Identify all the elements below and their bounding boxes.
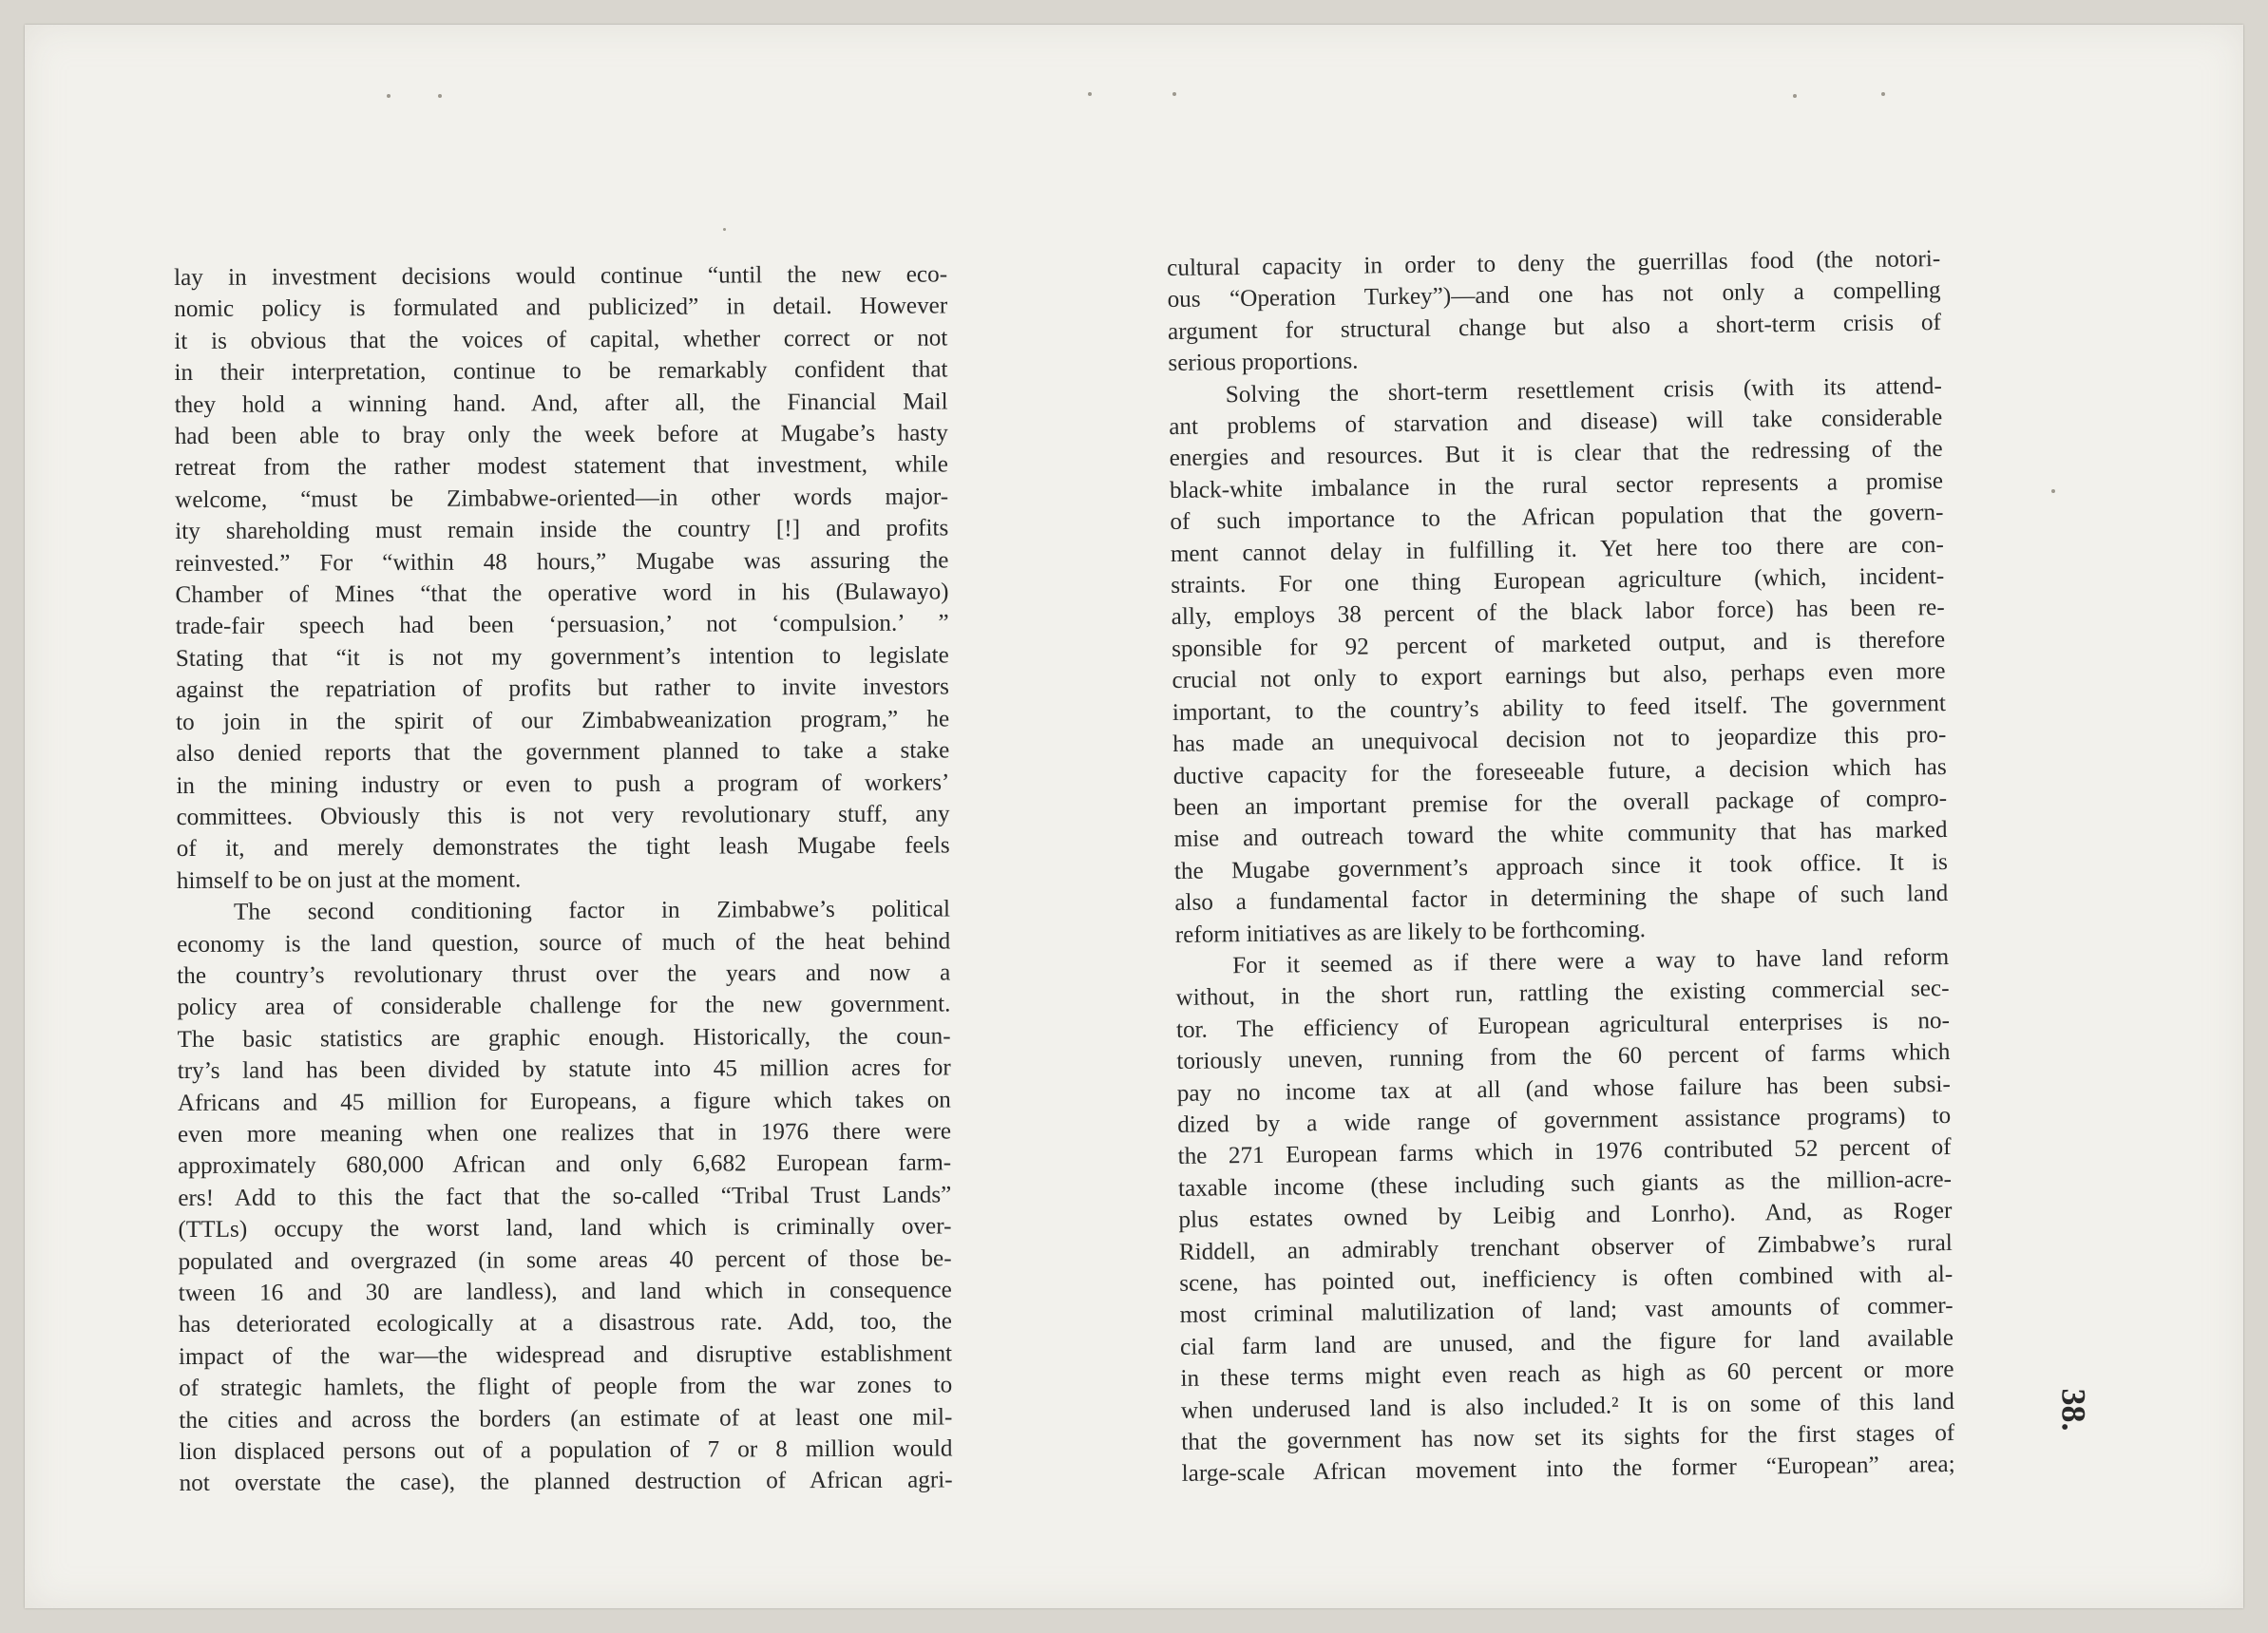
text-line: black-white imbalance in the rural sector represents a promise — [1169, 467, 1944, 503]
text-line: Chamber of Mines “that the operative word in his (Bulawayo) — [175, 579, 949, 609]
text-line: try’s land has been divided by statute into 45 million acres for — [177, 1054, 951, 1085]
text-line: reform initiatives as are likely to be forthcoming. — [1174, 916, 1647, 948]
text-line: approximately 680,000 African and only 6,682 European farm- — [178, 1149, 952, 1180]
text-line: straints. For one thing European agriculture (which, incident- — [1171, 563, 1945, 599]
text-line: of it, and merely demonstrates the tight leash Mugabe feels — [176, 832, 950, 863]
text-line: nomic policy is formulated and publicized” in detail. However — [174, 293, 948, 323]
text-line: cultural capacity in order to deny the guerrillas food (the notori- — [1167, 246, 1941, 281]
text-line: most criminal malutilization of land; vast amounts of commer- — [1179, 1293, 1954, 1329]
text-line: has made an unequivocal decision not to jeopardize this pro- — [1172, 722, 1947, 758]
text-line: in these terms might even reach as high as 60 percent or more — [1180, 1357, 1954, 1393]
text-line: of such importance to the African population that the govern- — [1170, 500, 1944, 536]
paragraph-start-line: The second conditioning factor in Zimbabwe’s political — [233, 896, 951, 925]
text-line: Stating that “it is not my government’s intention to legislate — [175, 642, 949, 672]
text-line: in the mining industry or even to push a program of workers’ — [176, 769, 950, 799]
text-line: ers! Add to this the fact that the so-called “Tribal Trust Lands” — [178, 1182, 952, 1211]
text-line: toriously uneven, running from the 60 percent of farms which — [1176, 1039, 1951, 1075]
paper-speck — [2051, 489, 2055, 493]
text-line: they hold a winning hand. And, after all, the Financial Mail — [174, 389, 948, 418]
paper-speck — [438, 94, 442, 98]
text-line: ductive capacity for the foreseeable future, a decision which has — [1172, 753, 1947, 789]
text-line: Riddell, an admirably trenchant observer of Zimbabwe’s rural — [1178, 1229, 1953, 1265]
text-line: ous “Operation Turkey”)—and one has not only a compelling — [1167, 277, 1941, 313]
text-line: (TTLs) occupy the worst land, land which is criminally over- — [178, 1213, 952, 1244]
text-line: argument for structural change but also a short-term crisis of — [1167, 309, 1942, 345]
text-line: trade-fair speech had been ‘persuasion,’ not ‘compulsion.’ ” — [175, 610, 949, 640]
text-line: important, to the country’s ability to feed itself. The government — [1172, 690, 1947, 726]
text-line: ally, employs 38 percent of the black labor force) has been re- — [1171, 595, 1945, 631]
text-line: the cities and across the borders (an estimate of at least one mil- — [179, 1404, 953, 1434]
text-line: welcome, “must be Zimbabwe-oriented—in other words major- — [175, 484, 949, 513]
text-line: it is obvious that the voices of capital, whether correct or not — [174, 325, 948, 354]
text-line: that the government has now set its sights for the first stages of — [1181, 1419, 1955, 1455]
text-line: also denied reports that the government planned to take a stake — [176, 737, 950, 768]
text-line: tor. The efficiency of European agricultural enterprises is no- — [1175, 1007, 1951, 1043]
text-line: had been able to bray only the week before at Mugabe’s hasty — [174, 420, 948, 450]
text-line: populated and overgrazed (in some areas 40 percent of those be- — [178, 1245, 952, 1275]
text-line: taxable income (these including such giants as the million-acre- — [1177, 1166, 1953, 1202]
text-line: cial farm land are unused, and the figure for land available — [1179, 1324, 1954, 1360]
text-line: when underused land is also included.² It is on some of this land — [1180, 1388, 1954, 1424]
text-line: energies and resources. But it is clear that the redressing of the — [1169, 436, 1943, 472]
text-line: mise and outreach toward the white community that has marked — [1173, 817, 1948, 853]
text-line: to join in the spirit of our Zimbabweanization program,” he — [176, 706, 950, 735]
text-line: crucial not only to export earnings but also, perhaps even more — [1172, 658, 1946, 694]
text-line: has deteriorated ecologically at a disastrous rate. Add, too, the — [178, 1308, 952, 1339]
page-number: 38. — [2054, 1388, 2093, 1432]
paper-sheet — [25, 25, 2243, 1608]
paragraph-start-line: For it seemed as if there were a way to have land reform — [1232, 943, 1950, 979]
text-line: committees. Obviously this is not very revolutionary stuff, any — [176, 801, 950, 830]
paper-speck — [1088, 92, 1092, 96]
text-line: reinvested.” For “within 48 hours,” Mugabe was assuring the — [175, 547, 949, 577]
paper-speck — [1172, 92, 1176, 96]
text-line: large-scale African movement into the former “European” area; — [1181, 1452, 1955, 1488]
text-line: the Mugabe government’s approach since it took office. It is — [1173, 848, 1949, 884]
text-line: economy is the land question, source of much of the heat behind — [177, 927, 951, 958]
left-text-column — [174, 258, 953, 1499]
text-line: the country’s revolutionary thrust over the years and now a — [177, 959, 951, 989]
text-line: the 271 European farms which in 1976 contributed 52 percent of — [1177, 1134, 1952, 1170]
text-line: lion displaced persons out of a population of 7 or 8 million would — [179, 1435, 953, 1466]
paper-speck — [1793, 94, 1797, 98]
text-line: against the repatriation of profits but rather to invite investors — [175, 674, 950, 704]
text-line: serious proportions. — [1168, 348, 1359, 377]
text-line: pay no income tax at all (and whose failure has been subsi- — [1176, 1071, 1951, 1107]
paper-speck — [387, 94, 391, 98]
text-line: plus estates owned by Leibig and Lonrho). And, as Roger — [1178, 1198, 1953, 1234]
text-line: lay in investment decisions would continue “until the new eco- — [174, 261, 948, 291]
text-line: of strategic hamlets, the flight of people from the war zones to — [179, 1372, 953, 1402]
text-line: in their interpretation, continue to be remarkably confident that — [174, 356, 948, 387]
paper-speck — [723, 228, 726, 231]
paragraph-start-line: Solving the short-term resettlement crisis (with its attend- — [1225, 372, 1942, 408]
text-line: Africans and 45 million for Europeans, a figure which takes on — [177, 1087, 951, 1116]
text-line: retreat from the rather modest statement that investment, while — [174, 451, 948, 482]
text-line: tween 16 and 30 are landless), and land which in consequence — [178, 1277, 952, 1306]
text-line: himself to be on just at the moment. — [176, 866, 522, 894]
text-line: without, in the short run, rattling the existing commercial sec- — [1175, 976, 1950, 1012]
text-line: even more meaning when one realizes that in 1976 there were — [177, 1118, 952, 1148]
text-line: impact of the war—the widespread and disruptive establishment — [178, 1340, 953, 1370]
text-line: not overstate the case), the planned destruction of African agri- — [179, 1467, 953, 1497]
text-line: ity shareholding must remain inside the country [!] and profits — [175, 515, 949, 545]
text-line: also a fundamental factor in determining the shape of such land — [1174, 881, 1949, 917]
text-line: sponsible for 92 percent of marketed output, and is therefore — [1171, 626, 1946, 662]
text-line: scene, has pointed out, inefficiency is often combined with al- — [1179, 1261, 1954, 1297]
paper-speck — [1881, 92, 1885, 96]
text-line: been an important premise for the overall package of compro- — [1172, 785, 1948, 821]
text-line: ment cannot delay in fulfilling it. Yet here too there are con- — [1170, 531, 1944, 567]
text-line: policy area of considerable challenge for the new government. — [177, 991, 951, 1021]
text-line: ant problems of starvation and disease) will take considerable — [1169, 405, 1943, 441]
text-line: The basic statistics are graphic enough. Historically, the coun- — [177, 1023, 951, 1053]
right-text-column — [1167, 243, 1955, 1491]
text-line: dized by a wide range of government assistance programs) to — [1177, 1102, 1952, 1138]
